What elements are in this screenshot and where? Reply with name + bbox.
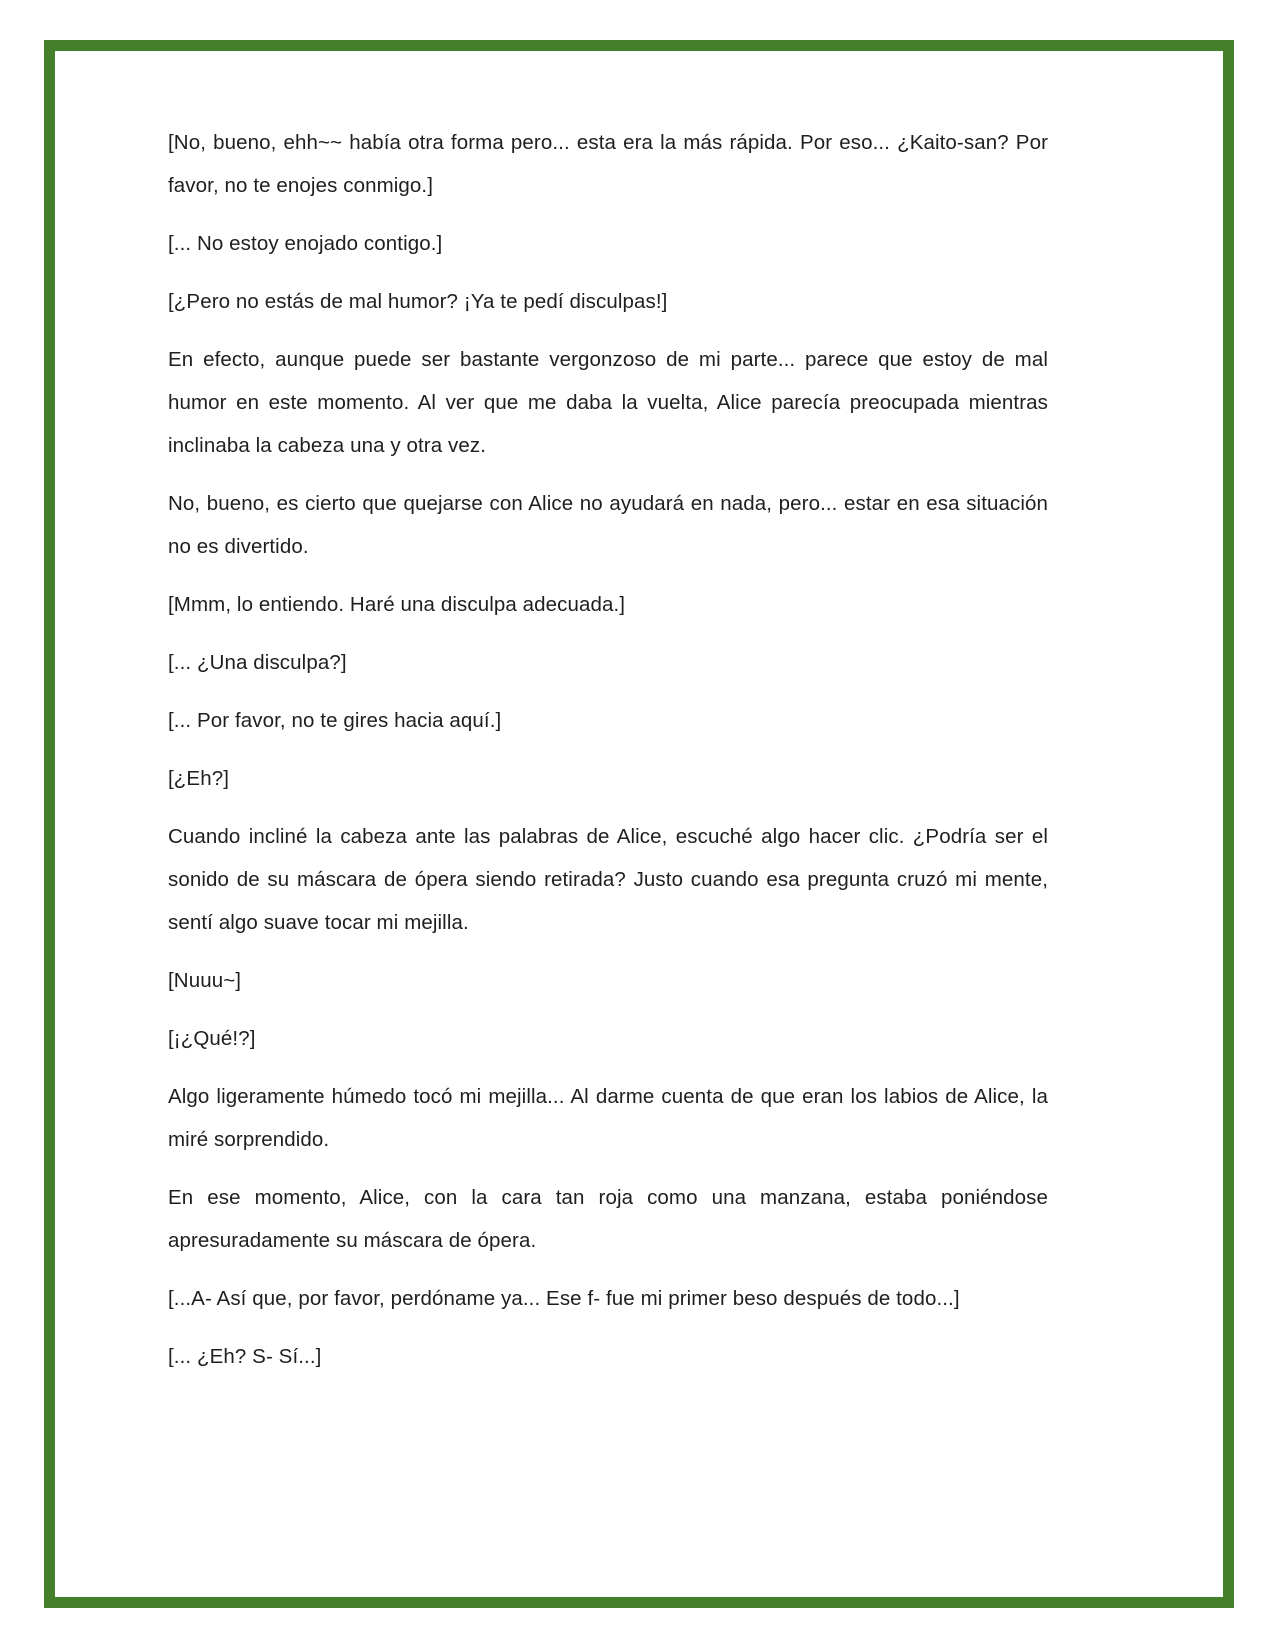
paragraph-dialogue: [...A- Así que, por favor, perdóname ya... Ese f- fue mi primer beso después de todo...] (168, 1287, 960, 1310)
paragraph-dialogue: [No, bueno, ehh~~ había otra forma pero... esta era la más rápida. Por eso... ¿Kaito-san? Por favor, no te enojes conmigo.] (168, 131, 1048, 197)
page-frame (44, 40, 1234, 1608)
paragraph-dialogue: [¿Eh?] (168, 767, 229, 790)
paragraph-narration: En ese momento, Alice, con la cara tan roja como una manzana, estaba poniéndose apresuradamente su máscara de ópera. (168, 1186, 1048, 1252)
paragraph-dialogue: [Mmm, lo entiendo. Haré una disculpa adecuada.] (168, 593, 626, 616)
paragraph-dialogue: [¡¿Qué!?] (168, 1027, 256, 1050)
paragraph-dialogue: [... Por favor, no te gires hacia aquí.] (168, 709, 502, 732)
paragraph-narration: Algo ligeramente húmedo tocó mi mejilla... Al darme cuenta de que eran los labios de Alice, la miré sorprendido. (168, 1085, 1048, 1151)
paragraph-narration: En efecto, aunque puede ser bastante vergonzoso de mi parte... parece que estoy de mal humor en este momento. Al ver que me daba la vuelta, Alice parecía preocupada mientras inclinaba la cabeza una y otra vez. (168, 348, 1048, 457)
paragraph-dialogue: [Nuuu~] (168, 969, 242, 992)
paragraph-dialogue: [... ¿Eh? S- Sí...] (168, 1345, 322, 1368)
paragraph-dialogue: [... ¿Una disculpa?] (168, 651, 347, 674)
paragraph-dialogue: [¿Pero no estás de mal humor? ¡Ya te pedí disculpas!] (168, 290, 668, 313)
paragraph-narration: No, bueno, es cierto que quejarse con Alice no ayudará en nada, pero... estar en esa situación no es divertido. (168, 492, 1048, 558)
document-content (55, 51, 1223, 1453)
paragraph-dialogue: [... No estoy enojado contigo.] (168, 232, 443, 255)
paragraph-narration: Cuando incliné la cabeza ante las palabras de Alice, escuché algo hacer clic. ¿Podría ser el sonido de su máscara de ópera siendo retirada? Justo cuando esa pregunta cruzó mi mente, sentí algo suave tocar mi mejilla. (168, 825, 1048, 934)
